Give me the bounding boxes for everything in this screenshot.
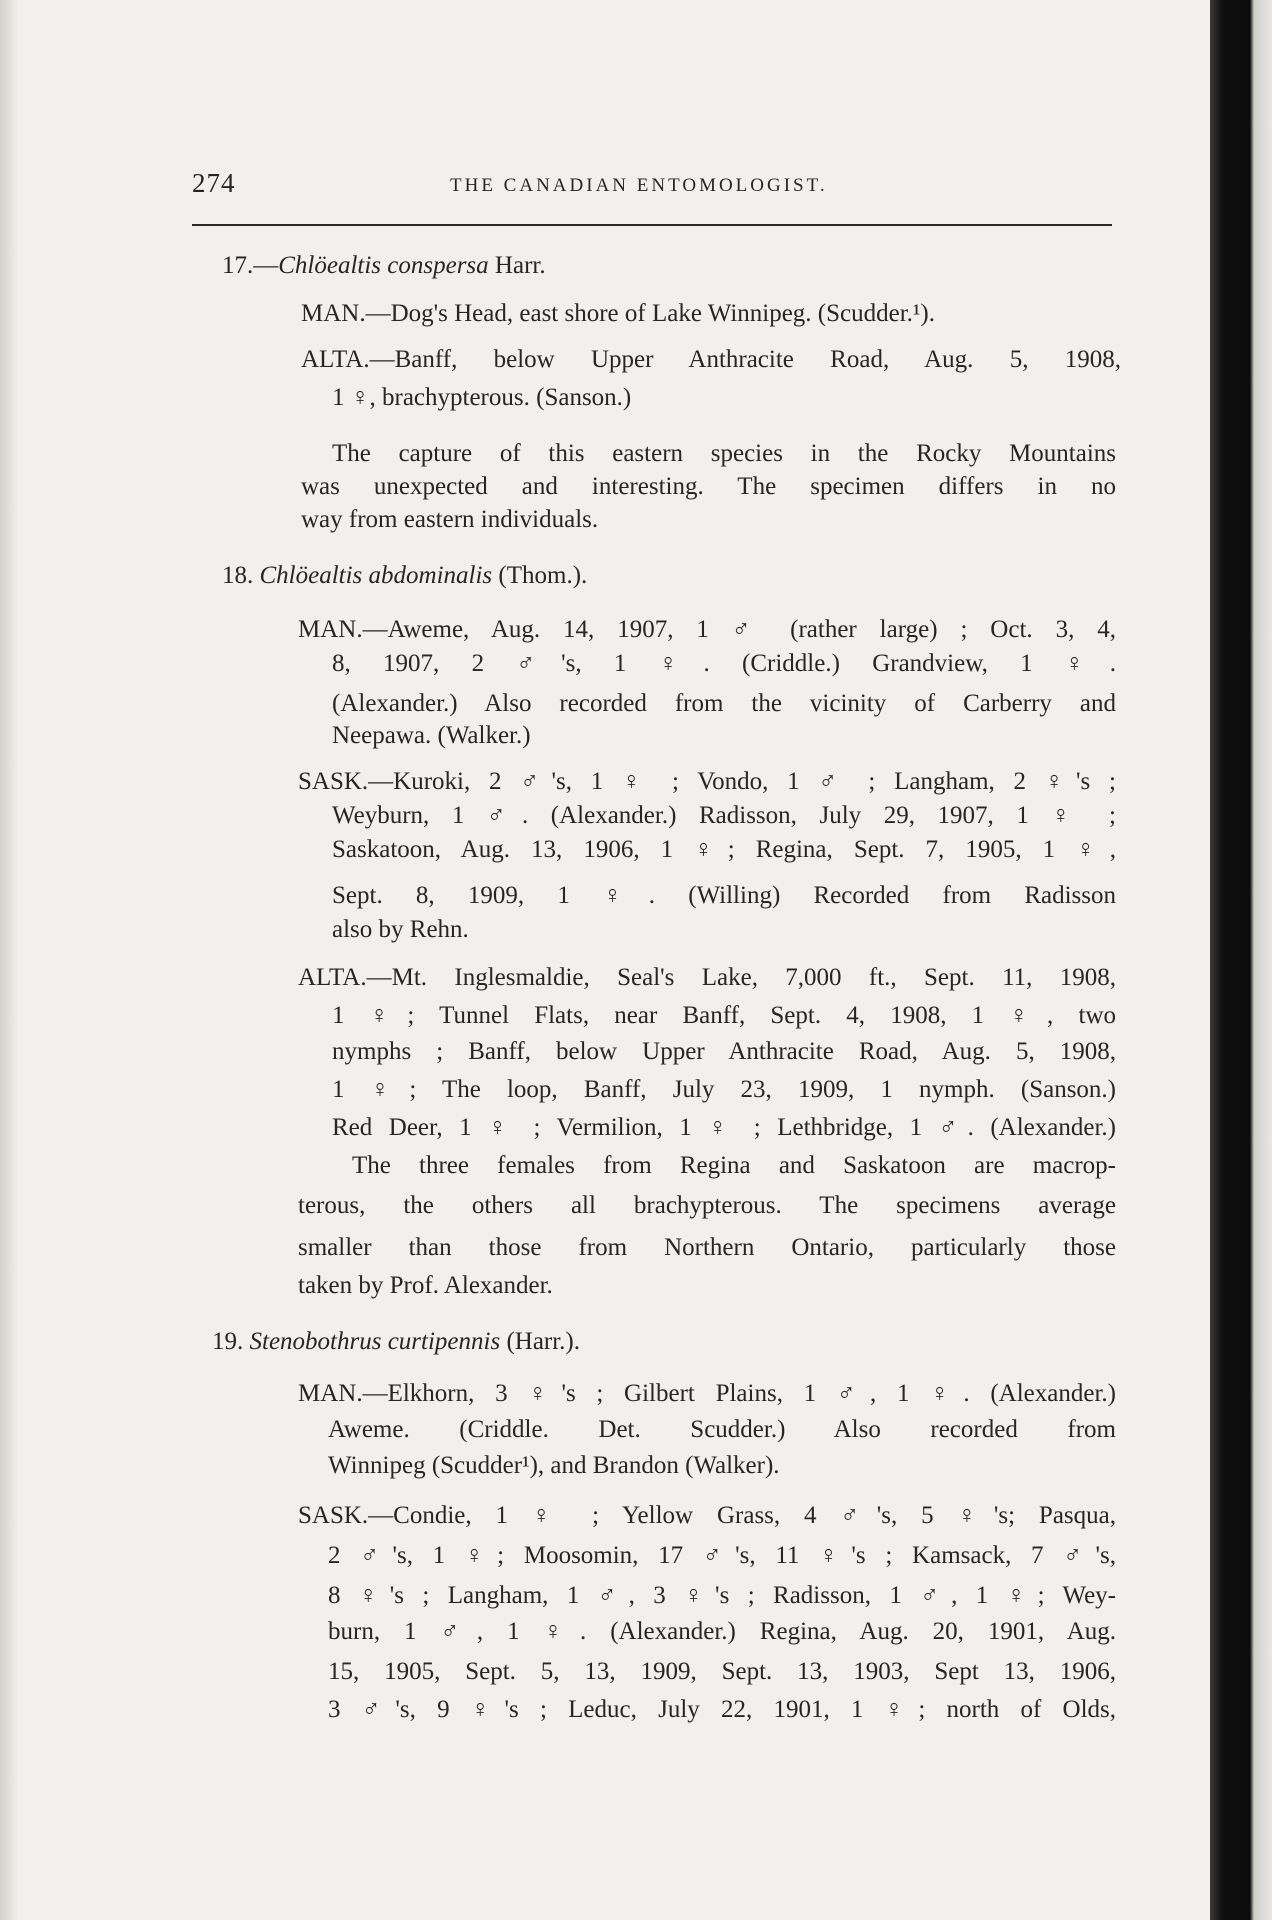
text-line: The three females from Regina and Saskatoon are macrop- xyxy=(352,1152,1116,1179)
page-number: 274 xyxy=(192,168,236,198)
text-line: ALTA.—Banff, below Upper Anthracite Road, Aug. 5, 1908, xyxy=(301,346,1121,373)
entry-heading-19 xyxy=(212,1326,580,1357)
text-line: SASK.—Condie, 1 ♀ ; Yellow Grass, 4 ♂'s, 5 ♀'s; Pasqua, xyxy=(298,1502,1116,1529)
text-line: smaller than those from Northern Ontario, particularly those xyxy=(298,1234,1116,1261)
running-title: THE CANADIAN ENTOMOLOGIST. xyxy=(450,175,828,196)
text-line: Red Deer, 1 ♀ ; Vermilion, 1 ♀ ; Lethbridge, 1 ♂. (Alexander.) xyxy=(332,1114,1116,1141)
text-line: 1 ♀; Tunnel Flats, near Banff, Sept. 4, 1908, 1 ♀, two xyxy=(332,1002,1116,1029)
entry-number: 17.— xyxy=(222,252,279,279)
entry-number: 18. xyxy=(222,562,260,589)
text-line: 3 ♂'s, 9 ♀'s ; Leduc, July 22, 1901, 1 ♀; north of Olds, xyxy=(328,1696,1116,1723)
text-line: 8, 1907, 2 ♂'s, 1 ♀. (Criddle.) Grandview, 1 ♀. xyxy=(332,650,1116,677)
text-line: (Alexander.) Also recorded from the vicinity of Carberry and xyxy=(332,690,1116,717)
text-line: Weyburn, 1 ♂. (Alexander.) Radisson, July 29, 1907, 1 ♀ ; xyxy=(332,802,1116,829)
species-name: Chlöealtis abdominalis xyxy=(259,562,493,589)
text-line: 1 ♀, brachypterous. (Sanson.) xyxy=(332,384,632,411)
text-line: MAN.—Elkhorn, 3 ♀'s ; Gilbert Plains, 1 ♂, 1 ♀. (Alexander.) xyxy=(298,1380,1116,1407)
header-rule xyxy=(192,224,1112,226)
text-line: The capture of this eastern species in the Rocky Mountains xyxy=(332,440,1116,467)
text-line: 1 ♀; The loop, Banff, July 23, 1909, 1 nymph. (Sanson.) xyxy=(332,1076,1116,1103)
text-line: 8 ♀'s ; Langham, 1 ♂, 3 ♀'s ; Radisson, 1 ♂, 1 ♀; Wey- xyxy=(328,1582,1116,1609)
text-line: way from eastern individuals. xyxy=(301,506,599,533)
text-line: taken by Prof. Alexander. xyxy=(298,1272,553,1299)
text-line: Sept. 8, 1909, 1 ♀. (Willing) Recorded from Radisson xyxy=(332,882,1116,909)
text-line: ALTA.—Mt. Inglesmaldie, Seal's Lake, 7,000 ft., Sept. 11, 1908, xyxy=(298,964,1116,991)
text-line: MAN.—Aweme, Aug. 14, 1907, 1 ♂ (rather large) ; Oct. 3, 4, xyxy=(298,616,1116,643)
entry-heading-17 xyxy=(222,250,546,281)
text-line: Saskatoon, Aug. 13, 1906, 1 ♀; Regina, Sept. 7, 1905, 1 ♀, xyxy=(332,836,1116,863)
text-line: burn, 1 ♂, 1 ♀. (Alexander.) Regina, Aug. 20, 1901, Aug. xyxy=(328,1618,1116,1645)
text-line: also by Rehn. xyxy=(332,916,469,943)
text-line: MAN.—Dog's Head, east shore of Lake Winnipeg. (Scudder.¹). xyxy=(301,300,935,327)
text-line: Aweme. (Criddle. Det. Scudder.) Also recorded from xyxy=(328,1416,1116,1443)
species-name: Stenobothrus curtipennis xyxy=(249,1328,501,1355)
text-line: 2 ♂'s, 1 ♀; Moosomin, 17 ♂'s, 11 ♀'s ; Kamsack, 7 ♂'s, xyxy=(328,1542,1116,1569)
text-line: terous, the others all brachypterous. The specimens average xyxy=(298,1192,1116,1219)
text-line: was unexpected and interesting. The specimen differs in no xyxy=(301,473,1116,500)
entry-number: 19. xyxy=(212,1328,250,1355)
text-line: SASK.—Kuroki, 2 ♂'s, 1 ♀ ; Vondo, 1 ♂ ; Langham, 2 ♀'s ; xyxy=(298,768,1116,795)
text-line: nymphs ; Banff, below Upper Anthracite Road, Aug. 5, 1908, xyxy=(332,1038,1116,1065)
text-line: Winnipeg (Scudder¹), and Brandon (Walker). xyxy=(328,1452,780,1479)
species-author: (Thom.). xyxy=(492,562,588,589)
species-author: (Harr.). xyxy=(500,1328,581,1355)
text-line: Neepawa. (Walker.) xyxy=(332,722,531,749)
text-line: 15, 1905, Sept. 5, 13, 1909, Sept. 13, 1903, Sept 13, 1906, xyxy=(328,1658,1116,1685)
species-author: Harr. xyxy=(488,252,546,279)
species-name: Chlöealtis conspersa xyxy=(278,252,489,279)
entry-heading-18 xyxy=(222,560,587,591)
